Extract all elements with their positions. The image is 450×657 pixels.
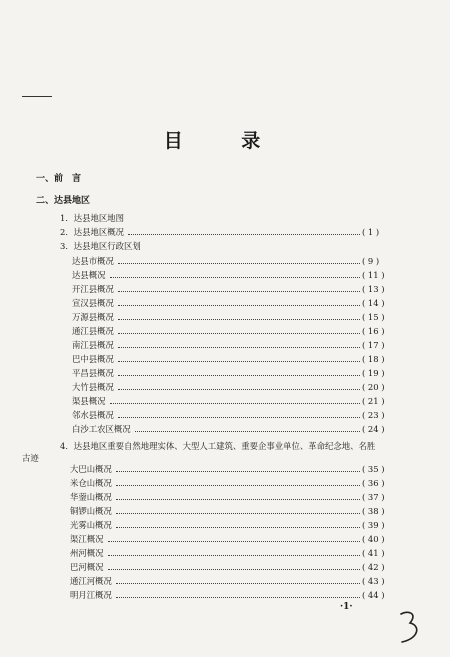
dot-leader (118, 388, 360, 390)
toc-item-4-line2: 古迹 (22, 453, 39, 463)
page-title: 目 录 (163, 130, 287, 152)
dot-leader (116, 582, 360, 584)
toc-item-4-line1: 4．达县地区重要自然地理实体、大型人工建筑、重要企事业单位、革命纪念地、名胜 (60, 441, 376, 451)
dot-leader (118, 374, 360, 376)
toc-label: 宣汉县概况 (72, 298, 114, 308)
toc-label: 巴中县概况 (72, 354, 114, 364)
toc-label: 万源县概况 (72, 312, 114, 322)
toc-page-number: ( 23 ) (362, 410, 385, 420)
toc-page-number: ( 13 ) (362, 284, 385, 294)
toc-label: 邻水县概况 (72, 410, 114, 420)
toc-page-number: ( 20 ) (362, 382, 385, 392)
toc-row (70, 589, 392, 602)
dot-leader (110, 402, 361, 404)
dot-leader (118, 416, 360, 418)
dot-leader (116, 498, 360, 500)
toc-label: 通江河概况 (70, 576, 112, 586)
toc-row (72, 325, 392, 338)
toc-row (70, 575, 392, 588)
toc-label: 白沙工农区概况 (72, 424, 131, 434)
toc-row (72, 353, 392, 366)
toc-label: 渠县概况 (72, 396, 106, 406)
dot-leader (116, 596, 360, 598)
toc-page-number: ( 11 ) (362, 270, 385, 280)
toc-page-number: ( 43 ) (362, 576, 385, 586)
toc-row (72, 381, 392, 394)
dot-leader (118, 360, 360, 362)
toc-row (70, 519, 392, 532)
toc-label: 大巴山概况 (70, 464, 112, 474)
toc-page-number: ( 36 ) (362, 478, 385, 488)
toc-page-number: ( 39 ) (362, 520, 385, 530)
toc-row (72, 269, 392, 282)
dot-leader (128, 233, 360, 235)
dot-leader (108, 554, 361, 556)
toc-label: 南江县概况 (72, 340, 114, 350)
toc-page-number: ( 24 ) (362, 424, 385, 434)
toc-row (72, 423, 392, 436)
toc-row (72, 367, 392, 380)
page-number: ·1· (340, 602, 353, 612)
dot-leader (118, 346, 360, 348)
toc-row (70, 561, 392, 574)
toc-page-number: ( 18 ) (362, 354, 385, 364)
toc-row (72, 297, 392, 310)
dot-leader (118, 304, 360, 306)
dot-leader (116, 526, 360, 528)
toc-row (72, 395, 392, 408)
toc-page-number: ( 44 ) (362, 590, 385, 600)
toc-row (60, 226, 392, 239)
toc-row (72, 255, 392, 268)
dot-leader (116, 484, 360, 486)
toc-page-number: ( 1 ) (362, 227, 380, 237)
section-preface: 一、前 言 (36, 174, 82, 184)
toc-label: 光雾山概况 (70, 520, 112, 530)
handwritten-number-3 (396, 608, 424, 648)
toc-page-number: ( 38 ) (362, 506, 385, 516)
toc-label: 米仓山概况 (70, 478, 112, 488)
toc-page-number: ( 37 ) (362, 492, 385, 502)
toc-page-number: ( 40 ) (362, 534, 385, 544)
toc-row: 3．达县地区行政区划 (60, 241, 141, 251)
dot-leader (116, 512, 360, 514)
toc-label: 平昌县概况 (72, 368, 114, 378)
dot-leader (118, 332, 360, 334)
dot-leader (135, 430, 360, 432)
dot-leader (116, 470, 360, 472)
toc-label: 渠江概况 (70, 534, 104, 544)
toc-row (72, 409, 392, 422)
section-daxian: 二、达县地区 (36, 196, 91, 206)
toc-row (70, 463, 392, 476)
toc-page-number: ( 35 ) (362, 464, 385, 474)
toc-label: 华蓥山概况 (70, 492, 112, 502)
toc-label: 明月江概况 (70, 590, 112, 600)
toc-row (70, 477, 392, 490)
dot-leader (118, 262, 360, 264)
toc-item-4 (22, 440, 394, 464)
dot-leader (108, 568, 361, 570)
toc-row (72, 311, 392, 324)
toc-page-number: ( 9 ) (362, 256, 380, 266)
toc-page-number: ( 15 ) (362, 312, 385, 322)
toc-label: 大竹县概况 (72, 382, 114, 392)
toc-label: 通江县概况 (72, 326, 114, 336)
toc-label: 巴河概况 (70, 562, 104, 572)
toc-page-number: ( 17 ) (362, 340, 385, 350)
toc-label: 开江县概况 (72, 284, 114, 294)
toc-page-number: ( 42 ) (362, 562, 385, 572)
dot-leader (118, 290, 360, 292)
dot-leader (108, 540, 361, 542)
toc-page-number: ( 14 ) (362, 298, 385, 308)
toc-page-number: ( 21 ) (362, 396, 385, 406)
toc-label: 2．达县地区概况 (60, 227, 124, 237)
toc-row (70, 491, 392, 504)
dot-leader (118, 318, 360, 320)
toc-row: 1．达县地区地图 (60, 213, 124, 223)
toc-row (70, 505, 392, 518)
dot-leader (110, 276, 361, 278)
toc-label: 达县概况 (72, 270, 106, 280)
toc-row (72, 283, 392, 296)
toc-label: 铜锣山概况 (70, 506, 112, 516)
toc-row (70, 533, 392, 546)
margin-mark (22, 96, 52, 97)
toc-row (72, 339, 392, 352)
toc-page-number: ( 41 ) (362, 548, 385, 558)
toc-label: 州河概况 (70, 548, 104, 558)
toc-label: 达县市概况 (72, 256, 114, 266)
toc-row (70, 547, 392, 560)
toc-page-number: ( 19 ) (362, 368, 385, 378)
toc-page-number: ( 16 ) (362, 326, 385, 336)
